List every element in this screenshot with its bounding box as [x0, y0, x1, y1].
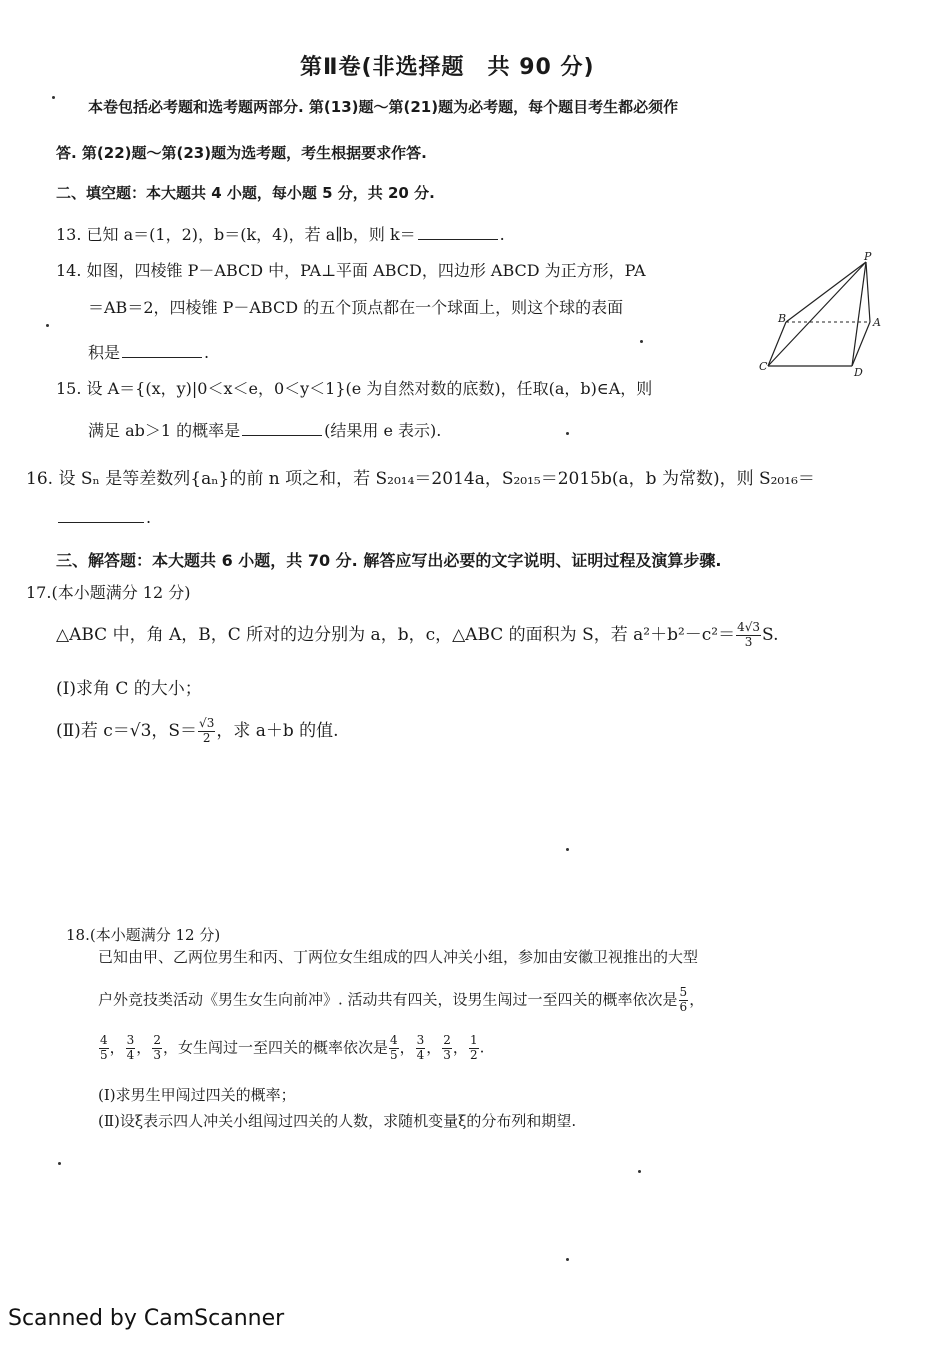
question-15-line-1: 15. 设 A＝{(x，y)|0＜x＜e，0＜y＜1}(e 为自然对数的底数)，任取(a，b)∈A，则	[56, 379, 653, 398]
fraction-numerator: 3	[416, 1033, 425, 1047]
fraction-denominator: 3	[153, 1047, 161, 1062]
scan-speck	[58, 1162, 61, 1165]
answer-blank	[58, 508, 144, 523]
question-17-part-2-text: (Ⅱ)若 c＝√3，S＝	[56, 721, 198, 741]
solve-section-heading: 三、解答题：本大题共 6 小题，共 70 分. 解答应写出必要的文字说明、证明过程及演算步骤.	[56, 551, 722, 570]
page-title: 第Ⅱ卷(非选择题 共 90 分)	[300, 55, 595, 80]
fraction-numerator: √3	[199, 716, 215, 731]
question-17-part-1: (Ⅰ)求角 C 的大小；	[56, 679, 202, 699]
question-18-line-3-end: .	[479, 1038, 485, 1057]
question-14-line-3	[88, 340, 209, 363]
fraction	[126, 1034, 136, 1063]
answer-blank	[418, 225, 498, 240]
separator: ，	[689, 990, 705, 1009]
question-14-line-1: 14. 如图，四棱锥 P－ABCD 中，PA⊥平面 ABCD，四边形 ABCD 为正方形，PA	[56, 261, 646, 280]
question-17-header: 17.(本小题满分 12 分)	[26, 583, 191, 602]
separator: ，	[426, 1038, 442, 1057]
scan-speck	[638, 1170, 641, 1173]
question-17-part-2-end: ，求 a＋b 的值.	[216, 721, 339, 741]
fraction	[198, 717, 215, 746]
scan-speck	[566, 848, 569, 851]
separator: ，	[452, 1038, 468, 1057]
fraction-numerator: 2	[153, 1033, 161, 1047]
question-18-header: 18.(本小题满分 12 分)	[66, 926, 221, 944]
fraction	[442, 1034, 452, 1063]
fraction	[736, 621, 761, 650]
fraction-denominator: 2	[202, 731, 211, 745]
question-16-end: .	[146, 508, 152, 527]
fraction-numerator: 4√3	[737, 620, 761, 635]
fill-section-heading: 二、填空题：本大题共 4 小题，每小题 5 分，共 20 分.	[56, 184, 435, 202]
question-18-line-2	[98, 986, 704, 1015]
fraction	[679, 986, 689, 1015]
question-18-part-2: (Ⅱ)设ξ表示四人冲关小组闯过四关的人数，求随机变量ξ的分布列和期望.	[98, 1112, 577, 1130]
scanner-watermark: Scanned by CamScanner	[8, 1306, 285, 1331]
fraction	[416, 1034, 426, 1063]
question-18-line-3-text: ，女生闯过一至四关的概率依次是	[162, 1038, 388, 1057]
fraction-numerator: 4	[100, 1033, 108, 1047]
label-C: C	[759, 360, 768, 373]
answer-blank	[122, 343, 202, 358]
separator: ，	[109, 1038, 125, 1057]
fraction-denominator: 4	[416, 1047, 425, 1062]
fraction	[389, 1034, 399, 1063]
answer-blank	[242, 421, 322, 436]
pyramid-figure	[758, 250, 898, 380]
scan-speck	[640, 340, 643, 343]
question-17-stem-text: △ABC 中，角 A，B，C 所对的边分别为 a，b，c，△ABC 的面积为 S，若 a²＋b²－c²＝	[56, 625, 736, 645]
separator: ，	[136, 1038, 152, 1057]
fraction-denominator: 4	[126, 1047, 135, 1062]
fraction-numerator: 5	[679, 985, 688, 999]
intro-line-1: 本卷包括必考题和选考题两部分. 第(13)题～第(21)题为必考题，每个题目考生都必须作	[88, 98, 679, 116]
question-15-text: 满足 ab＞1 的概率是	[88, 421, 241, 440]
fraction-numerator: 4	[389, 1033, 398, 1047]
scan-speck	[52, 96, 55, 99]
question-13	[56, 222, 505, 245]
fraction-denominator: 5	[389, 1047, 398, 1062]
separator: ，	[399, 1038, 415, 1057]
fraction-numerator: 1	[469, 1033, 478, 1047]
question-14-text: 积是	[88, 343, 121, 362]
question-17-part-2	[56, 716, 339, 746]
fraction	[152, 1034, 162, 1063]
fraction-denominator: 5	[100, 1047, 108, 1062]
question-13-end: .	[499, 225, 505, 244]
label-D: D	[854, 366, 863, 379]
question-16-line-1: 16. 设 Sₙ 是等差数列{aₙ}的前 n 项之和，若 S₂₀₁₄＝2014a，S₂₀₁₅＝2015b(a，b 为常数)，则 S₂₀₁₆＝	[26, 469, 815, 489]
question-14-end: .	[204, 343, 210, 362]
scan-speck	[566, 1258, 569, 1261]
fraction-denominator: 3	[744, 635, 753, 649]
label-B: B	[778, 312, 787, 325]
fraction-denominator: 3	[443, 1047, 451, 1062]
fraction-numerator: 3	[126, 1033, 135, 1047]
fraction	[99, 1034, 109, 1063]
question-15-note: (结果用 e 表示).	[324, 421, 442, 440]
fraction-denominator: 6	[679, 999, 688, 1014]
intro-line-2: 答. 第(22)题～第(23)题为选考题，考生根据要求作答.	[56, 144, 427, 162]
question-16-line-2	[56, 508, 151, 527]
question-17-stem-end: S.	[762, 625, 779, 645]
scan-speck	[46, 324, 49, 327]
question-18-line-3	[98, 1034, 484, 1063]
question-18-part-1: (Ⅰ)求男生甲闯过四关的概率；	[98, 1086, 296, 1104]
question-14-line-2: ＝AB＝2，四棱锥 P－ABCD 的五个顶点都在一个球面上，则这个球的表面	[88, 298, 624, 317]
scan-speck	[566, 432, 569, 435]
question-15-line-2	[88, 418, 441, 441]
question-18-line-2-text: 户外竞技类活动《男生女生向前冲》. 活动共有四关，设男生闯过一至四关的概率依次是	[98, 990, 678, 1009]
question-17-stem	[56, 620, 778, 650]
label-P: P	[864, 250, 872, 263]
fraction	[469, 1034, 479, 1063]
label-A: A	[873, 316, 881, 329]
question-18-line-1: 已知由甲、乙两位男生和丙、丁两位女生组成的四人冲关小组，参加由安徽卫视推出的大型	[98, 948, 699, 966]
question-13-text: 13. 已知 a＝(1，2)，b＝(k，4)，若 a∥b，则 k＝	[56, 225, 416, 244]
fraction-numerator: 2	[443, 1033, 451, 1047]
fraction-denominator: 2	[469, 1047, 478, 1062]
